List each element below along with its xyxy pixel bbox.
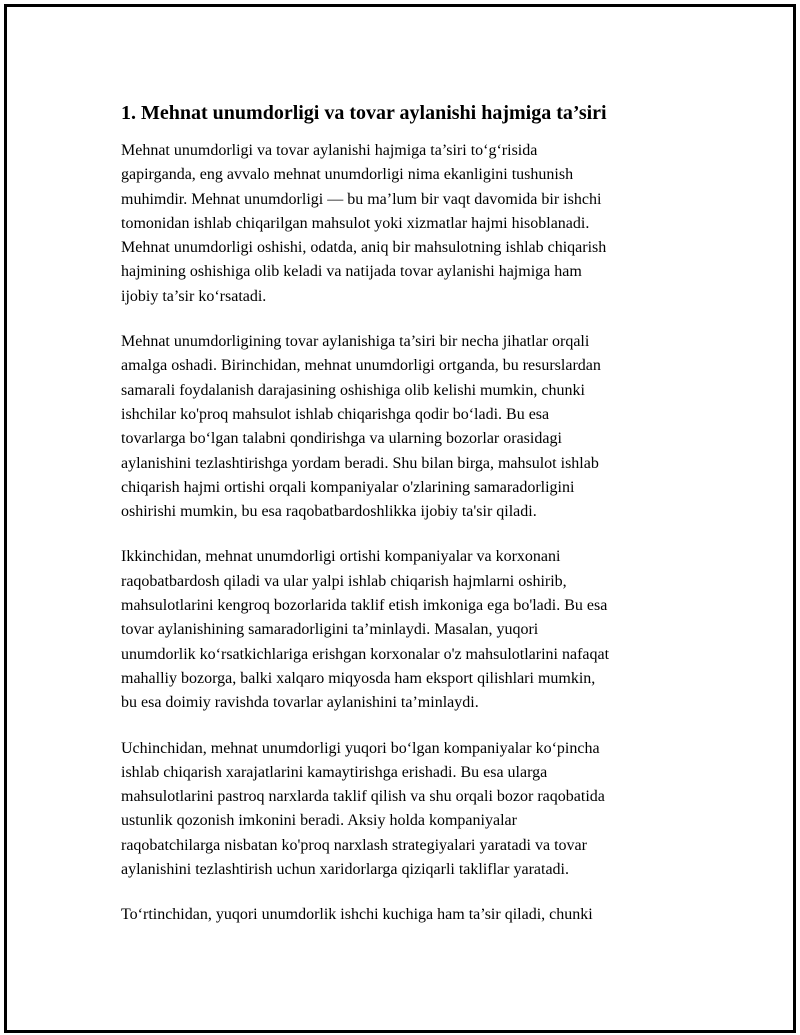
text-line: mahalliy bozorga, balki xalqaro miqyosda ham eksport qilishlari mumkin, [121, 669, 596, 687]
text-line: Ikkinchidan, mehnat unumdorligi ortishi kompaniyalar va korxonani [121, 548, 561, 566]
text-line: Mehnat unumdorligining tovar aylanishiga ta’siri bir necha jihatlar orqali [121, 333, 590, 351]
text-line: tovar aylanishining samaradorligini ta’minlaydi. Masalan, yuqori [121, 621, 539, 639]
paragraph-3 [121, 545, 681, 715]
text-line: Uchinchidan, mehnat unumdorligi yuqori bo‘lgan kompaniyalar ko‘pincha [121, 739, 600, 757]
text-line: amalga oshadi. Birinchidan, mehnat unumdorligi ortganda, bu resurslardan [121, 357, 601, 375]
text-line: hajmining oshishiga olib keladi va natijada tovar aylanishi hajmiga ham [121, 263, 582, 281]
text-line: chiqarish hajmi ortishi orqali kompaniyalar o'zlarining samaradorligini [121, 478, 575, 496]
text-line: mahsulotlarini kengroq bozorlarida taklif etish imkoniga ega bo'ladi. Bu esa [121, 597, 608, 615]
text-line: ishchilar ko'proq mahsulot ishlab chiqarishga qodir bo‘ladi. Bu esa [121, 405, 550, 423]
text-line: raqobatbardosh qiladi va ular yalpi ishlab chiqarish hajmlarni oshirib, [121, 572, 567, 590]
document-body [121, 99, 681, 949]
text-line: ijobiy ta’sir ko‘rsatadi. [121, 287, 267, 305]
text-line: Mehnat unumdorligi oshishi, odatda, aniq bir mahsulotning ishlab chiqarish [121, 239, 607, 257]
paragraph-5 [121, 903, 681, 927]
text-line: oshirishi mumkin, bu esa raqobatbardoshlikka ijobiy ta'sir qiladi. [121, 503, 537, 521]
text-line: mahsulotlarini pastroq narxlarda taklif qilish va shu orqali bozor raqobatida [121, 788, 605, 806]
text-line: ustunlik qozonish imkonini beradi. Aksiy holda kompaniyalar [121, 812, 517, 830]
text-line: aylanishini tezlashtirishga yordam beradi. Shu bilan birga, mahsulot ishlab [121, 454, 599, 472]
section-heading: 1. Mehnat unumdorligi va tovar aylanishi hajmiga ta’siri [121, 102, 607, 124]
paragraph-2 [121, 330, 681, 524]
page-frame [4, 4, 796, 1033]
text-line: tomonidan ishlab chiqarilgan mahsulot yoki xizmatlar hajmi hisoblanadi. [121, 214, 590, 232]
text-line: Mehnat unumdorligi va tovar aylanishi hajmiga ta’siri to‘g‘risida [121, 142, 538, 159]
text-line: samarali foydalanish darajasining oshishiga olib kelishi mumkin, chunki [121, 381, 585, 399]
paragraph-4 [121, 737, 681, 883]
text-line: ishlab chiqarish xarajatlarini kamaytirishga erishadi. Bu esa ularga [121, 763, 548, 781]
text-line: To‘rtinchidan, yuqori unumdorlik ishchi kuchiga ham ta’sir qiladi, chunki [121, 906, 593, 924]
text-line: gapirganda, eng avvalo mehnat unumdorligi nima ekanligini tushunish [121, 166, 574, 184]
text-line: muhimdir. Mehnat unumdorligi — bu ma’lum bir vaqt davomida bir ishchi [121, 190, 602, 208]
paragraph-1 [121, 139, 681, 309]
text-line: aylanishini tezlashtirish uchun xaridorlarga qiziqarli takliflar yaratadi. [121, 861, 569, 879]
text-line: raqobatchilarga nisbatan ko'proq narxlash strategiyalari yaratadi va tovar [121, 836, 587, 854]
text-line: unumdorlik ko‘rsatkichlariga erishgan korxonalar o'z mahsulotlarini nafaqat [121, 645, 610, 663]
text-line: bu esa doimiy ravishda tovarlar aylanishini ta’minlaydi. [121, 694, 479, 712]
text-line: tovarlarga bo‘lgan talabni qondirishga va ularning bozorlar orasidagi [121, 430, 562, 448]
